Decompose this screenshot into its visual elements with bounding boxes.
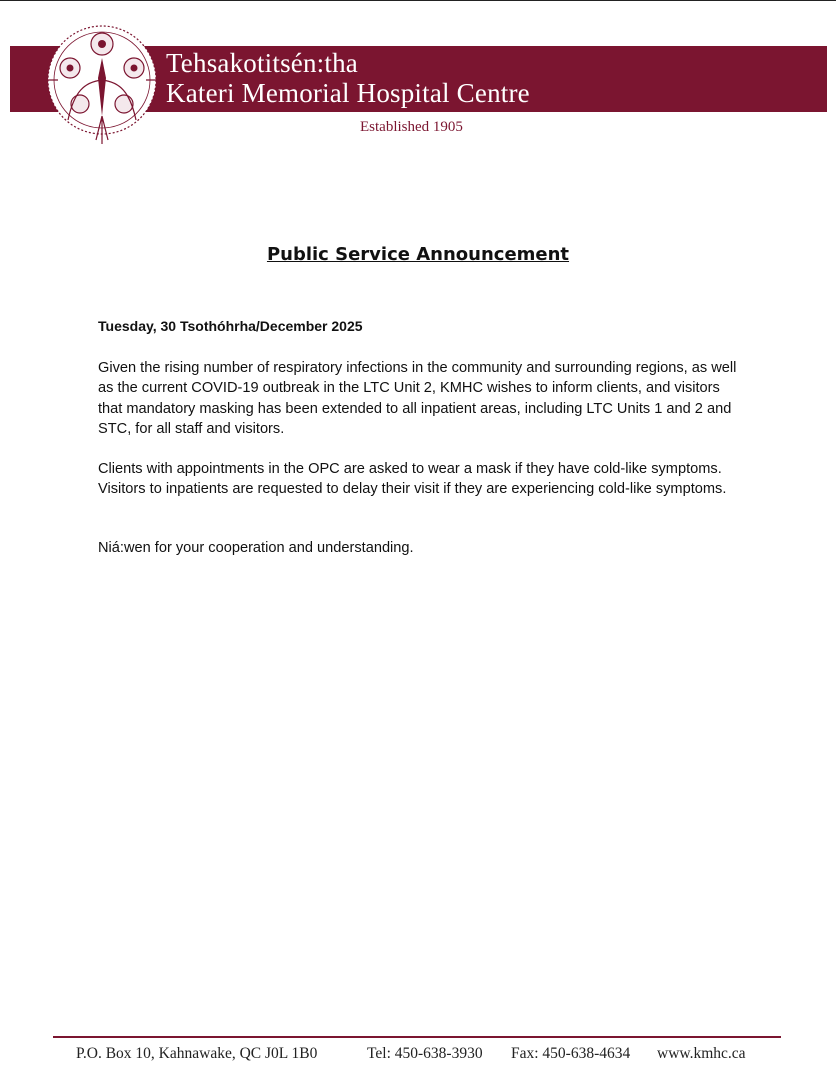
established-year: Established 1905 xyxy=(360,119,463,135)
hospital-name-line1: Tehsakotitsén:tha xyxy=(166,48,358,78)
footer-address: P.O. Box 10, Kahnawake, QC J0L 1B0 xyxy=(76,1045,318,1062)
announcement-date: Tuesday, 30 Tsothóhrha/December 2025 xyxy=(98,318,363,334)
page-top-border xyxy=(0,0,836,1)
paragraph-masking: Given the rising number of respiratory infections in the community and surrounding regions, as well as the current COVID-19 outbreak in the LTC Unit 2, KMHC wishes to inform clients, and visitors that mandatory masking has been extended to all inpatient areas, including LTC Units 1 and 2 and STC, for all staff and visitors. xyxy=(98,360,737,437)
paragraph-thanks: Niá:wen for your cooperation and understanding. xyxy=(98,540,414,556)
paragraph-symptoms: Clients with appointments in the OPC are asked to wear a mask if they have cold-like symptoms. Visitors to inpatients are requested to delay their visit if they are experiencing cold-like symptoms. xyxy=(98,461,727,498)
hospital-name-line2: Kateri Memorial Hospital Centre xyxy=(166,78,530,108)
kmhc-medallion-logo-icon xyxy=(44,20,160,148)
footer-website[interactable]: www.kmhc.ca xyxy=(657,1045,746,1062)
announcement-heading: Public Service Announcement xyxy=(266,244,570,265)
footer-divider xyxy=(53,1036,781,1038)
hospital-name xyxy=(166,48,530,108)
footer-phone: Tel: 450-638-3930 xyxy=(367,1045,483,1062)
footer-fax: Fax: 450-638-4634 xyxy=(511,1045,631,1062)
